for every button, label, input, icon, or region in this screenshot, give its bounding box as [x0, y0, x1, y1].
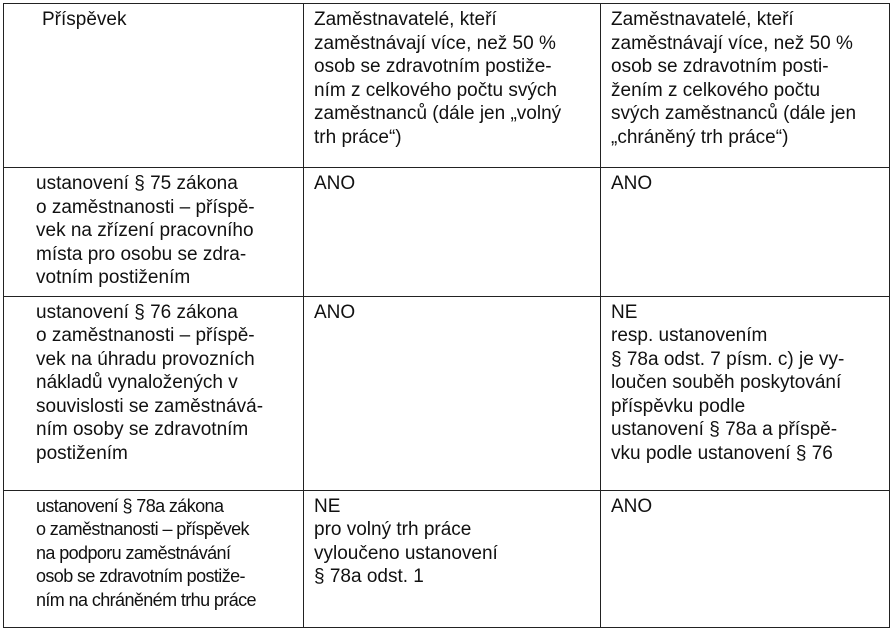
header-protected-market-text: Zaměstnavatelé, kteří zaměstnávají více, než 50 % osob se zdravotním posti- žením z celkového počtu svých zaměstnanců (dále jen „chráněný trh práce“) [611, 9, 857, 148]
open-market-text: ANO [314, 173, 356, 194]
open-market-text: ANO [314, 301, 356, 323]
contribution-cell [4, 168, 304, 297]
table-row [4, 296, 890, 490]
header-contribution-text: Příspěvek [42, 9, 127, 30]
contribution-comparison-table [3, 3, 890, 628]
open-market-cell [304, 168, 601, 297]
contribution-text: ustanovení § 76 zákona o zaměstnanosti – příspě- vek na úhradu provozních nákladů vynaložených v souvislosti se zaměstnává- ním osoby se zdravotním postižením [36, 301, 264, 464]
protected-market-text: ANO [611, 173, 653, 194]
protected-market-cell [601, 490, 890, 627]
header-cell-open-market [304, 4, 601, 168]
protected-market-text: ANO [611, 495, 653, 517]
contribution-cell [4, 490, 304, 627]
contribution-cell [4, 296, 304, 490]
open-market-cell [304, 490, 601, 627]
contribution-text: ustanovení § 75 zákona o zaměstnanosti – příspě- vek na zřízení pracovního místa pro osobu se zdra- votním postižením [36, 173, 255, 288]
table-row [4, 490, 890, 627]
header-open-market-text: Zaměstnavatelé, kteří zaměstnávají více, než 50 % osob se zdravotním postiže- ním z celkového počtu svých zaměstnanců (dále jen „volný trh práce“) [314, 9, 562, 148]
protected-market-cell [601, 296, 890, 490]
header-cell-protected-market [601, 4, 890, 168]
table-row [4, 168, 890, 297]
contribution-text: ustanovení § 78a zákona o zaměstnanosti – příspěvek na podporu zaměstnávání osob se zdravotním postiže- ním na chráněném trhu práce [36, 495, 256, 610]
protected-market-cell [601, 168, 890, 297]
open-market-text: NE pro volný trh práce vyloučeno ustanovení § 78a odst. 1 [314, 495, 498, 587]
table-header-row [4, 4, 890, 168]
protected-market-text: NE resp. ustanovením § 78a odst. 7 písm. c) je vy- loučen souběh poskytování příspěvku podle ustanovení § 78a a příspě- vku podle ustanovení § 76 [611, 301, 845, 464]
open-market-cell [304, 296, 601, 490]
header-cell-contribution [4, 4, 304, 168]
